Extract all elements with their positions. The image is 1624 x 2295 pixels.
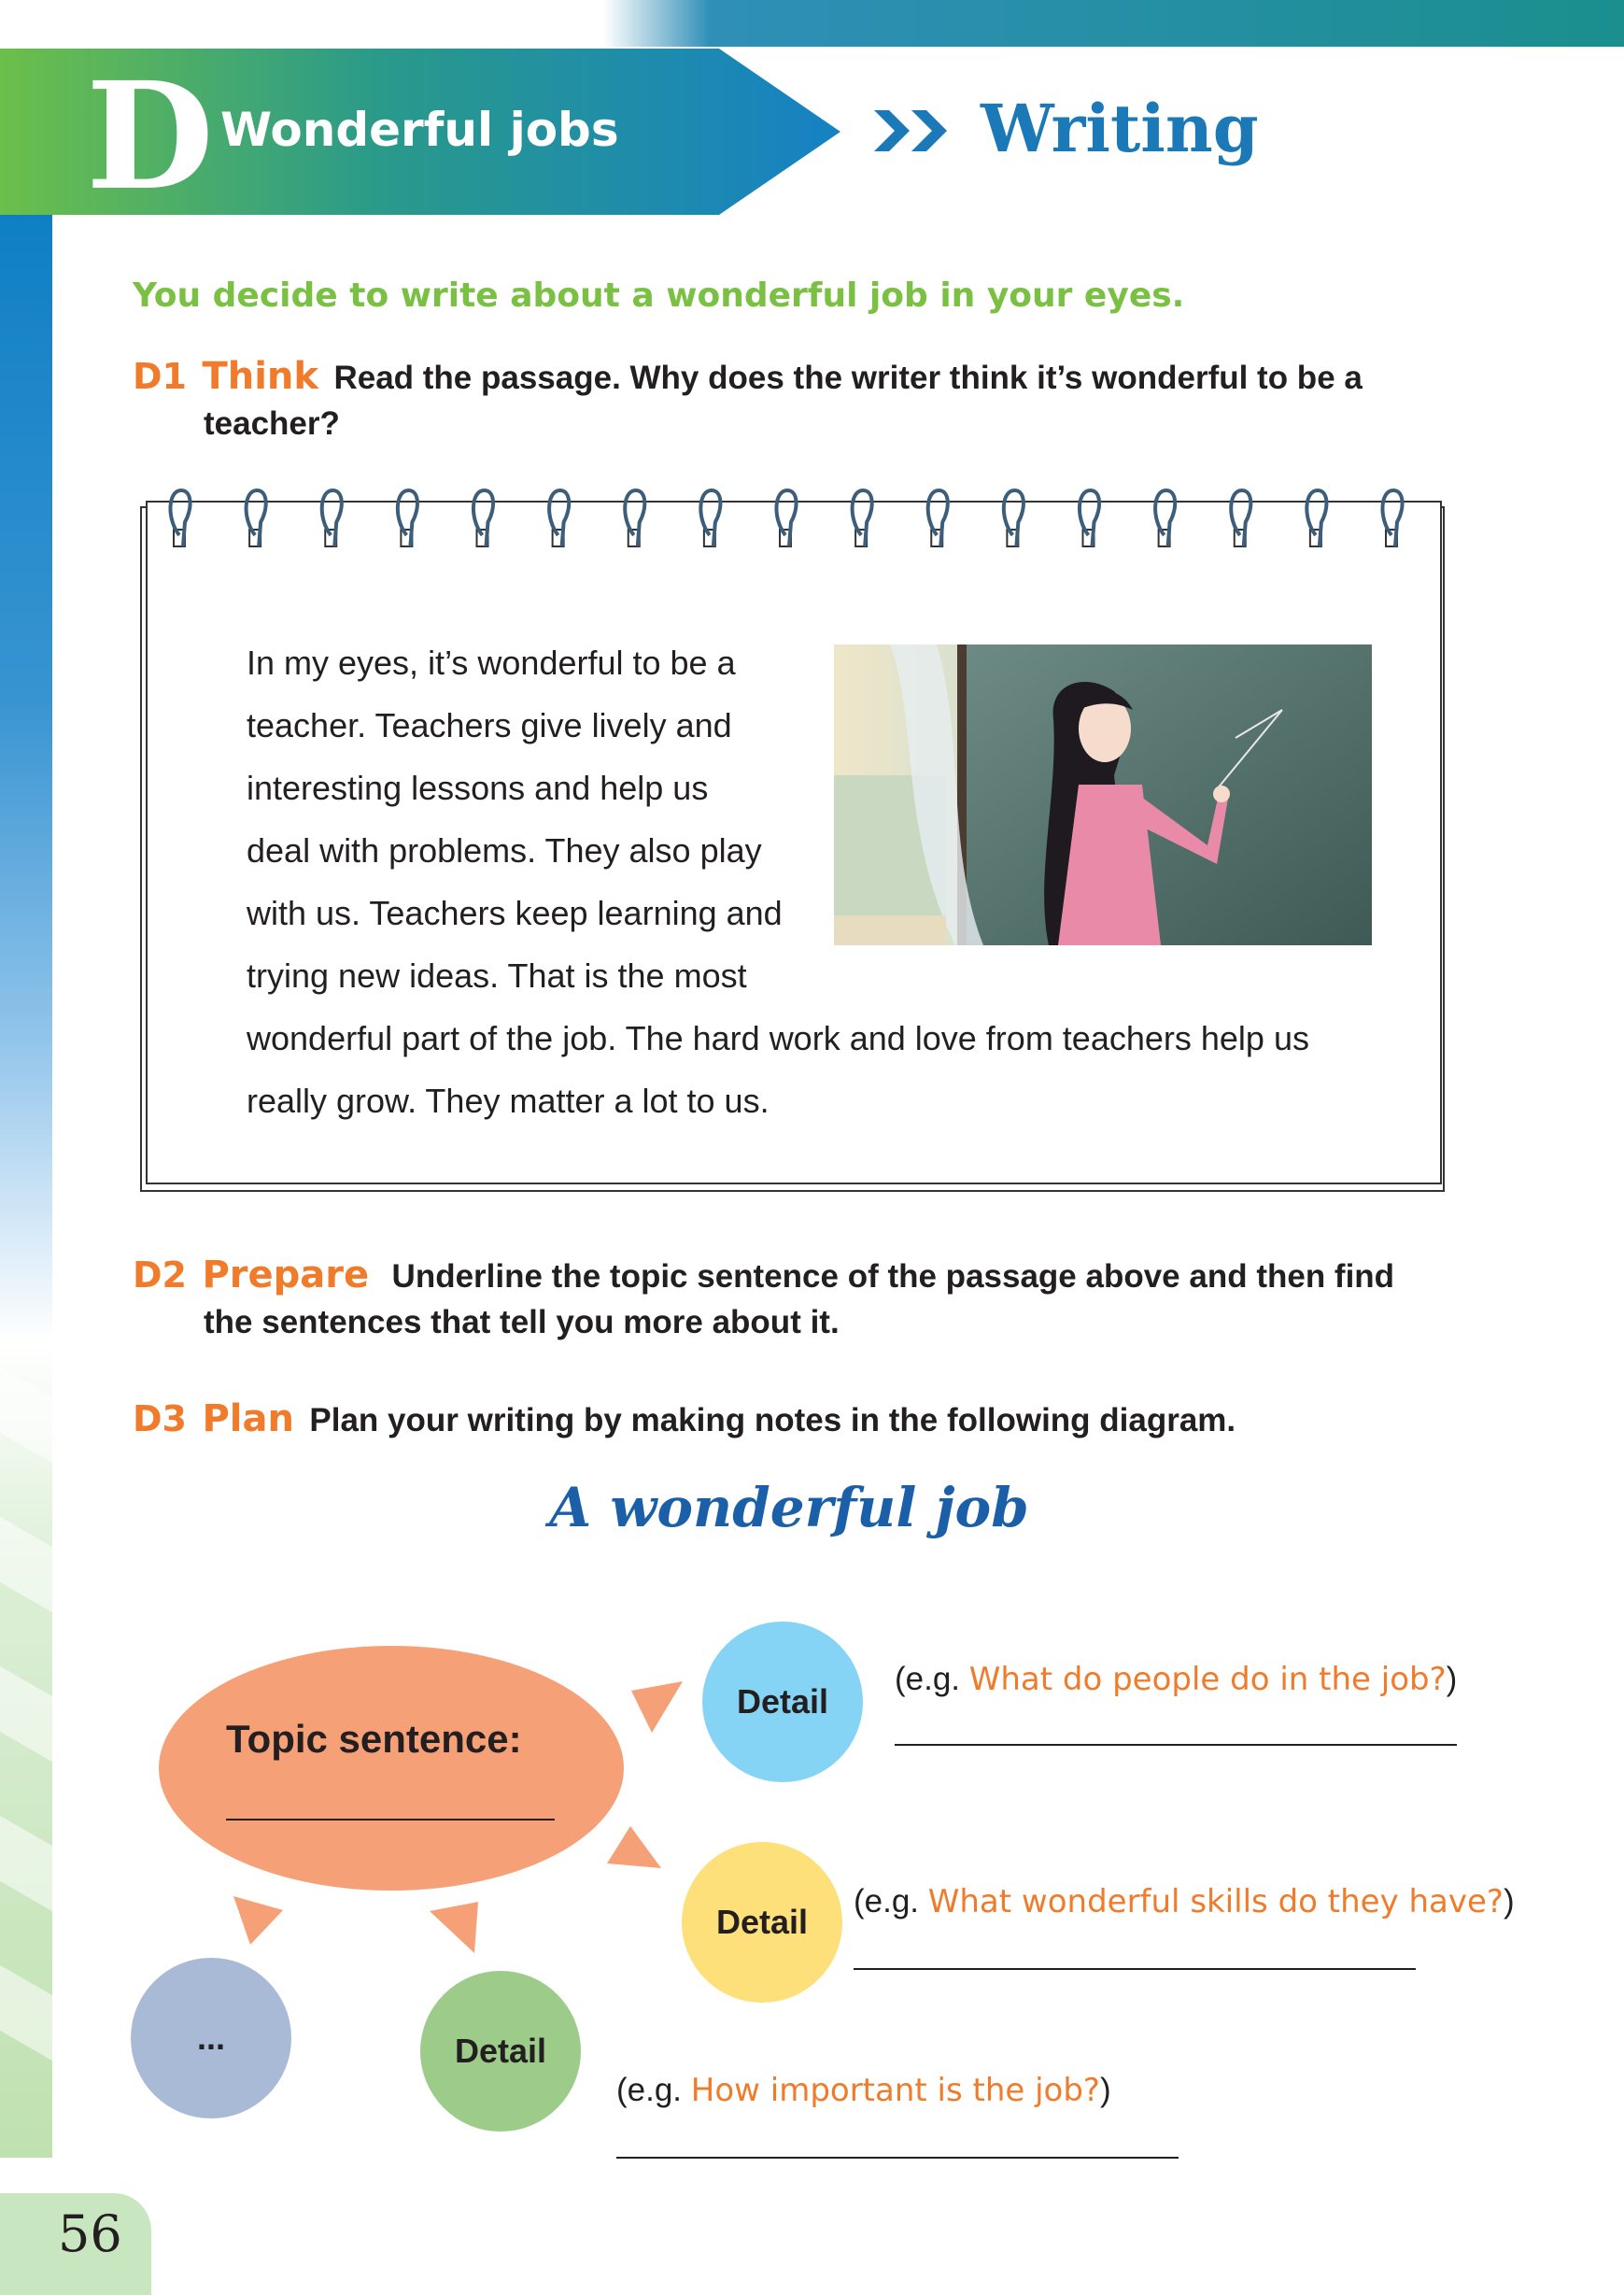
example-prompt-blue (895, 1661, 1457, 1698)
passage-line: teacher. Teachers give lively and (247, 706, 732, 744)
spiral-ring (549, 490, 569, 546)
topic-sentence-answer-line[interactable] (226, 1819, 555, 1820)
answer-line-blue[interactable] (895, 1744, 1457, 1746)
task-instruction-cont: the sentences that tell you more about it. (204, 1304, 840, 1340)
task-instruction: Plan your writing by making notes in the following diagram. (309, 1402, 1236, 1438)
spiral-ring (247, 490, 266, 546)
spiral-ring (776, 490, 796, 546)
passage-line: deal with problems. They also play (247, 831, 762, 870)
task-keyword: Prepare (202, 1254, 370, 1296)
example-prefix: (e.g. (895, 1661, 969, 1697)
task-code: D1 (133, 356, 187, 397)
spiral-ring (700, 490, 720, 546)
teacher-illustration (834, 645, 1372, 945)
spiral-ring (1155, 490, 1175, 546)
task-d1 (133, 355, 1363, 398)
passage-line: with us. Teachers keep learning and (247, 894, 783, 932)
example-prefix: (e.g. (854, 1883, 928, 1920)
passage-line: In my eyes, it’s wonderful to be a (247, 644, 736, 682)
passage-line: really grow. They matter a lot to us. (247, 1082, 770, 1120)
detail-bubble-blue: Detail (702, 1622, 863, 1782)
spiral-ring (1382, 490, 1402, 546)
passage-line: trying new ideas. That is the most (247, 956, 747, 995)
task-instruction-cont: teacher? (204, 405, 340, 442)
spiral-ring (1004, 490, 1024, 546)
task-d3 (133, 1397, 1236, 1440)
spiral-ring (1080, 490, 1099, 546)
task-code: D3 (133, 1398, 187, 1439)
section-letter: D (86, 50, 215, 223)
top-strip-fade (0, 0, 710, 47)
example-prefix: (e.g. (616, 2072, 691, 2108)
spiral-ring (625, 490, 644, 546)
spiral-ring (1306, 490, 1326, 546)
topic-sentence-oval (159, 1646, 624, 1891)
spiral-ring (398, 490, 417, 546)
more-bubble-grey: ... (131, 1958, 291, 2118)
intro-text: You decide to write about a wonderful job in your eyes. (133, 276, 1185, 315)
example-question: What do people do in the job? (968, 1661, 1447, 1698)
example-prompt-yellow (854, 1883, 1515, 1920)
example-question: What wonderful skills do they have? (927, 1883, 1504, 1920)
section-title: Wonderful jobs (220, 103, 619, 157)
double-chevron-icon (874, 103, 958, 159)
spiral-ring (473, 490, 493, 546)
detail-bubble-yellow: Detail (682, 1842, 842, 2003)
skill-title: Writing (981, 90, 1259, 167)
task-keyword: Think (202, 355, 318, 398)
example-suffix: ) (1503, 1883, 1515, 1920)
arrow-to-blue-detail-icon (631, 1681, 687, 1737)
topic-sentence-label: Topic sentence: (226, 1717, 522, 1761)
spiral-ring (322, 490, 342, 546)
spiral-ring (1231, 490, 1250, 546)
spiral-binding-icon (159, 481, 1429, 556)
example-prompt-green (616, 2072, 1111, 2109)
task-instruction: Underline the topic sentence of the passage above and then find (391, 1258, 1395, 1295)
spiral-ring (853, 490, 872, 546)
task-keyword: Plan (202, 1397, 294, 1440)
answer-line-yellow[interactable] (854, 1968, 1416, 1970)
passage-line: interesting lessons and help us (247, 769, 709, 807)
task-code: D2 (133, 1254, 187, 1296)
arrow-to-yellow-detail-icon (607, 1826, 663, 1882)
page-number: 56 (58, 2204, 122, 2263)
passage-line: wonderful part of the job. The hard work and love from teachers help us (247, 1019, 1309, 1057)
spiral-ring (170, 490, 190, 546)
detail-bubble-green: Detail (420, 1971, 581, 2132)
task-instruction: Read the passage. Why does the writer think it’s wonderful to be a (333, 360, 1363, 396)
answer-line-green[interactable] (616, 2157, 1179, 2159)
arrow-to-green-detail-icon (430, 1902, 486, 1958)
task-d2 (133, 1254, 1394, 1296)
example-suffix: ) (1099, 2072, 1111, 2108)
arrow-to-grey-detail-icon (232, 1896, 288, 1952)
diagram-title: A wonderful job (549, 1476, 1029, 1539)
spiral-ring (928, 490, 948, 546)
example-question: How important is the job? (690, 2072, 1100, 2109)
example-suffix: ) (1446, 1661, 1458, 1697)
